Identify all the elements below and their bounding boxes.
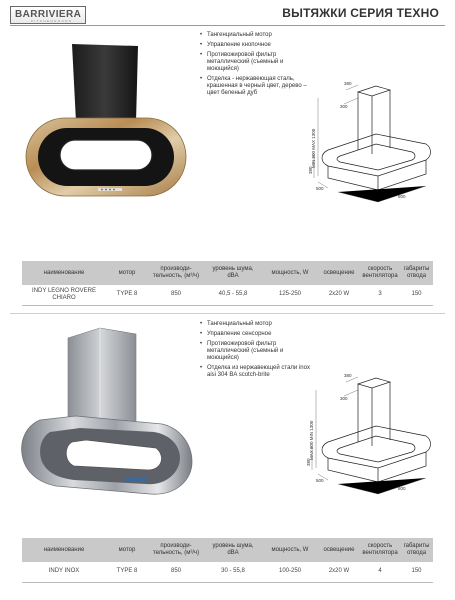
dimension-label: 300: [340, 396, 348, 401]
feature-item: • Противожировой фильтр металлический (съемный и моющийся): [200, 341, 310, 362]
section-divider: [10, 313, 445, 314]
column-header: наименование: [22, 261, 106, 285]
table-header-row: [22, 538, 433, 562]
column-header: мотор: [106, 261, 148, 285]
feature-item: • Противожировой фильтр металлический (съемный и моющийся): [200, 52, 310, 73]
cell-noise: 40,5 - 55,8: [204, 285, 262, 305]
dimension-label: 300: [340, 104, 348, 109]
brand-name: BARRIVIERA: [15, 9, 82, 20]
column-header: освещение: [318, 261, 360, 285]
dimension-label: 380: [306, 458, 311, 466]
table-row: [22, 562, 433, 582]
feature-item: • Отделка из нержавеющей стали inox aisi 304 BA scotch-brite: [200, 365, 310, 379]
dimension-label: 380: [308, 166, 313, 174]
dimension-label: 380: [344, 81, 352, 86]
column-header: мотор: [106, 538, 148, 562]
cell-lighting: 2x20 W: [318, 285, 360, 305]
column-header: производи-тельность, (м³/ч): [148, 261, 204, 285]
table-header-row: [22, 261, 433, 285]
dimension-label: 380: [344, 373, 352, 378]
cell-name: INDY LEGNO ROVERE CHIARO: [22, 285, 106, 305]
product-image-inox-hood: [16, 320, 196, 500]
feature-item: • Тангенциальный мотор: [200, 321, 310, 328]
column-header: габариты отвода: [400, 261, 433, 285]
column-header: уровень шума, dBA: [204, 261, 262, 285]
technical-drawing: [298, 78, 436, 206]
header-rule: [10, 25, 445, 26]
dimension-label: 800: [398, 194, 406, 199]
cell-capacity: 850: [148, 562, 204, 582]
column-header: мощность, W: [262, 538, 318, 562]
cell-speeds: 4: [360, 562, 400, 582]
feature-list: [200, 321, 310, 382]
feature-item: • Отделка - нержавеющая сталь, крашенная в черный цвет, дерево – цвет беленый дуб: [200, 76, 310, 97]
cell-capacity: 850: [148, 285, 204, 305]
cell-outlet: 150: [400, 562, 433, 582]
column-header: мощность, W: [262, 261, 318, 285]
cell-noise: 30 - 55,8: [204, 562, 262, 582]
spec-table: [22, 261, 433, 306]
page-title: ВЫТЯЖКИ СЕРИЯ ТЕХНО: [282, 6, 439, 20]
spec-table: [22, 538, 433, 583]
column-header: уровень шума, dBA: [204, 538, 262, 562]
column-header: скорость вентилятора: [360, 538, 400, 562]
column-header: скорость вентилятора: [360, 261, 400, 285]
table-row: [22, 285, 433, 305]
cell-power: 100-250: [262, 562, 318, 582]
feature-item: • Управление сенсорное: [200, 331, 310, 338]
product-image-wood-hood: [20, 40, 192, 205]
dimension-label: MAX 800 MIN 1300: [309, 420, 314, 460]
cell-power: 125-250: [262, 285, 318, 305]
cell-outlet: 150: [400, 285, 433, 305]
cell-lighting: 2x20 W: [318, 562, 360, 582]
dimension-label: MIN 800 MAX 1300: [311, 128, 316, 168]
feature-item: • Управление кнопочное: [200, 42, 310, 49]
column-header: освещение: [318, 538, 360, 562]
brand-tagline: K I T C H E N H O O D S: [31, 19, 72, 23]
dimension-label: 500: [316, 478, 324, 483]
cell-motor: TYPE 8: [106, 285, 148, 305]
brand-logo: [10, 6, 86, 24]
dimension-label: 800: [398, 486, 406, 491]
column-header: производи-тельность, (м³/ч): [148, 538, 204, 562]
cell-speeds: 3: [360, 285, 400, 305]
feature-list: [200, 32, 310, 100]
cell-motor: TYPE 8: [106, 562, 148, 582]
column-header: габариты отвода: [400, 538, 433, 562]
feature-item: • Тангенциальный мотор: [200, 32, 310, 39]
column-header: наименование: [22, 538, 106, 562]
technical-drawing: [296, 372, 436, 500]
dimension-label: 500: [316, 186, 324, 191]
cell-name: INDY INOX: [22, 562, 106, 582]
